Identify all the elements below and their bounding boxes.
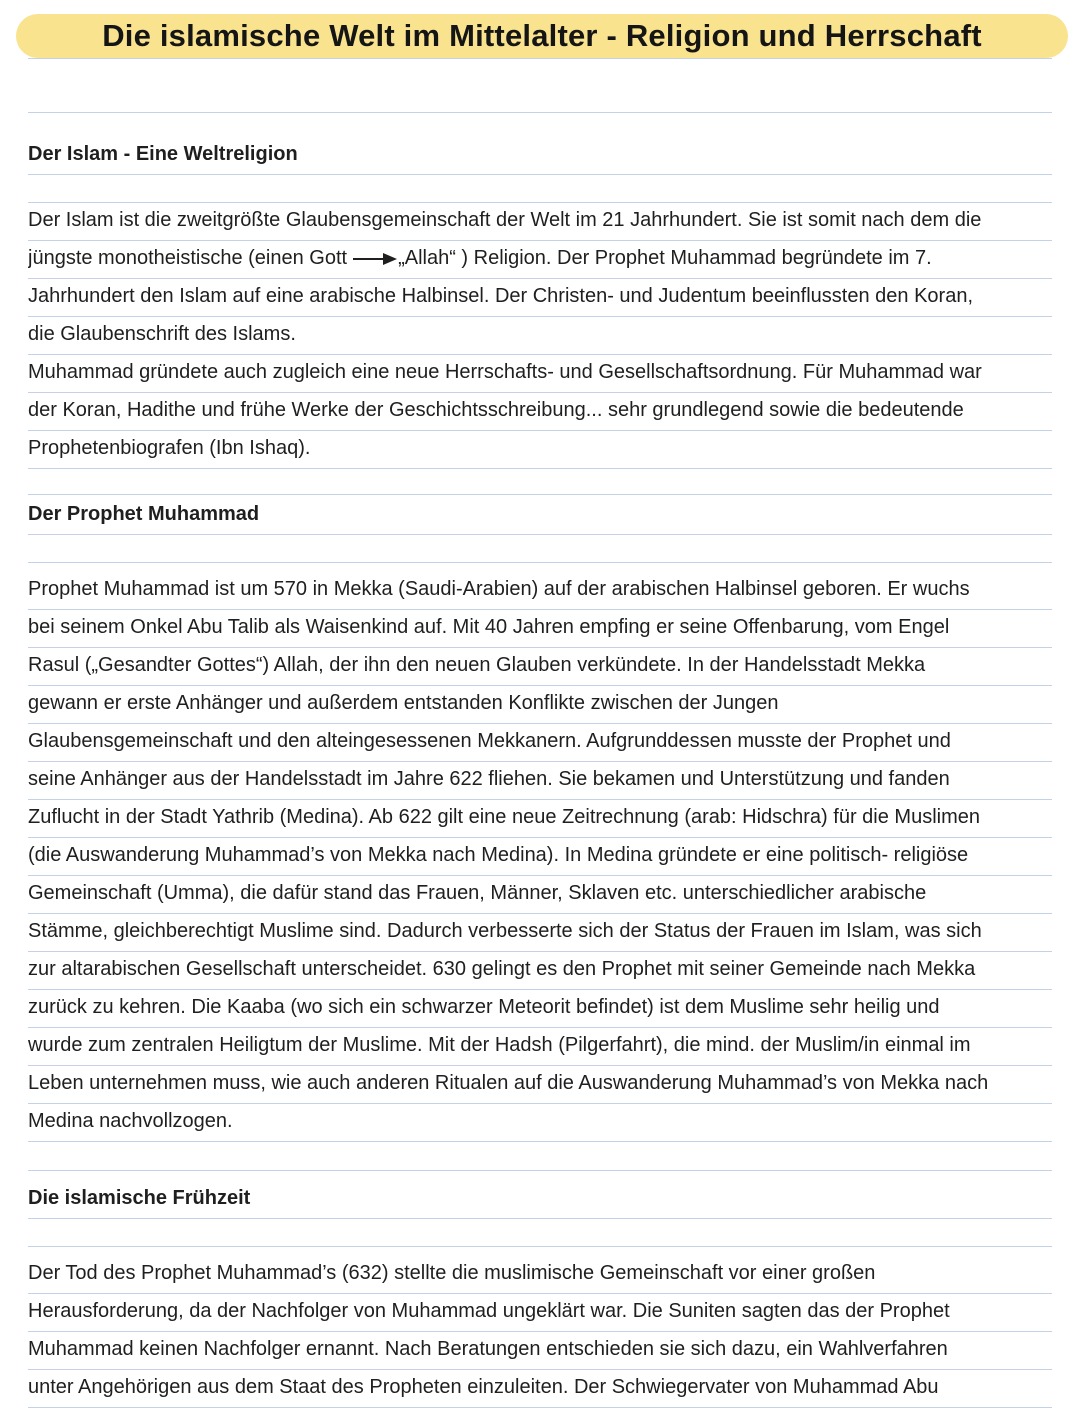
text-line: seine Anhänger aus der Handelsstadt im Jahre 622 fliehen. Sie bekamen und Unterstützung und fanden: [28, 761, 1052, 800]
text-line: Glaubensgemeinschaft und den alteingesessenen Mekkanern. Aufgrunddessen musste der Prophet und: [28, 723, 1052, 762]
text-line: der Koran, Hadithe und frühe Werke der Geschichtsschreibung... sehr grundlegend sowie die bedeutende: [28, 392, 1052, 431]
text-line: gewann er erste Anhänger und außerdem entstanden Konflikte zwischen der Jungen: [28, 685, 1052, 724]
text-line-with-arrow: [28, 240, 1052, 279]
text-line: zur altarabischen Gesellschaft unterscheidet. 630 gelingt es den Prophet mit seiner Gemeinde nach Mekka: [28, 951, 1052, 990]
section-heading: Die islamische Frühzeit: [28, 1180, 1052, 1219]
text-line: zurück zu kehren. Die Kaaba (wo sich ein schwarzer Meteorit befindet) ist dem Muslime sehr heilig und: [28, 989, 1052, 1028]
text-line: unter Angehörigen aus dem Staat des Propheten einzuleiten. Der Schwiegervater von Muhammad Abu: [28, 1369, 1052, 1408]
text-line: Der Tod des Prophet Muhammad’s (632) stellte die muslimische Gemeinschaft vor einer großen: [28, 1255, 1052, 1294]
text-line: Gemeinschaft (Umma), die dafür stand das Frauen, Männer, Sklaven etc. unterschiedlicher arabische: [28, 875, 1052, 914]
text-line: Prophetenbiografen (Ibn Ishaq).: [28, 430, 1052, 469]
text-line: Muhammad keinen Nachfolger ernannt. Nach Beratungen entschieden sie sich dazu, ein Wahlverfahren: [28, 1331, 1052, 1370]
text-segment: jüngste monotheistische (einen Gott: [28, 247, 348, 269]
ruled-line: [28, 562, 1052, 563]
ruled-line: [28, 1246, 1052, 1247]
text-line: Stämme, gleichberechtigt Muslime sind. Dadurch verbesserte sich der Status der Frauen im Islam, was sich: [28, 913, 1052, 952]
page-title: Die islamische Welt im Mittelalter - Religion und Herrschaft: [102, 18, 982, 53]
ruled-line: [28, 494, 1052, 495]
ruled-line: [28, 58, 1052, 59]
text-line: Muhammad gründete auch zugleich eine neue Herrschafts- und Gesellschaftsordnung. Für Muhammad war: [28, 354, 1052, 393]
text-line: Prophet Muhammad ist um 570 in Mekka (Saudi-Arabien) auf der arabischen Halbinsel geboren. Er wuchs: [28, 571, 1052, 610]
section-heading: Der Islam - Eine Weltreligion: [28, 136, 1052, 175]
text-line: Zuflucht in der Stadt Yathrib (Medina). Ab 622 gilt eine neue Zeitrechnung (arab: Hidschra) für die Muslimen: [28, 799, 1052, 838]
text-line: Herausforderung, da der Nachfolger von Muhammad ungeklärt war. Die Suniten sagten das der Prophet: [28, 1293, 1052, 1332]
text-line: Leben unternehmen muss, wie auch anderen Ritualen auf die Auswanderung Muhammad’s von Mekka nach: [28, 1065, 1052, 1104]
arrow-right-icon: [353, 252, 397, 266]
section-heading: Der Prophet Muhammad: [28, 496, 1052, 535]
ruled-line: [28, 1170, 1052, 1171]
text-line: die Glaubenschrift des Islams.: [28, 316, 1052, 355]
text-line: Jahrhundert den Islam auf eine arabische Halbinsel. Der Christen- und Judentum beeinflussten den Koran,: [28, 278, 1052, 317]
text-line: Der Islam ist die zweitgrößte Glaubensgemeinschaft der Welt im 21 Jahrhundert. Sie ist somit nach dem die: [28, 202, 1052, 241]
ruled-line: [28, 112, 1052, 113]
text-line: Rasul („Gesandter Gottes“) Allah, der ihn den neuen Glauben verkündete. In der Handelsstadt Mekka: [28, 647, 1052, 686]
title-banner: [16, 14, 1068, 58]
text-line: bei seinem Onkel Abu Talib als Waisenkind auf. Mit 40 Jahren empfing er seine Offenbarung, vom Engel: [28, 609, 1052, 648]
text-line: wurde zum zentralen Heiligtum der Muslime. Mit der Hadsh (Pilgerfahrt), die mind. der Muslim/in einmal im: [28, 1027, 1052, 1066]
text-line: Medina nachvollzogen.: [28, 1103, 1052, 1142]
text-line: (die Auswanderung Muhammad’s von Mekka nach Medina). In Medina gründete er eine politisch- religiöse: [28, 837, 1052, 876]
text-segment: „Allah“ ) Religion. Der Prophet Muhammad begründete im 7.: [398, 247, 932, 269]
